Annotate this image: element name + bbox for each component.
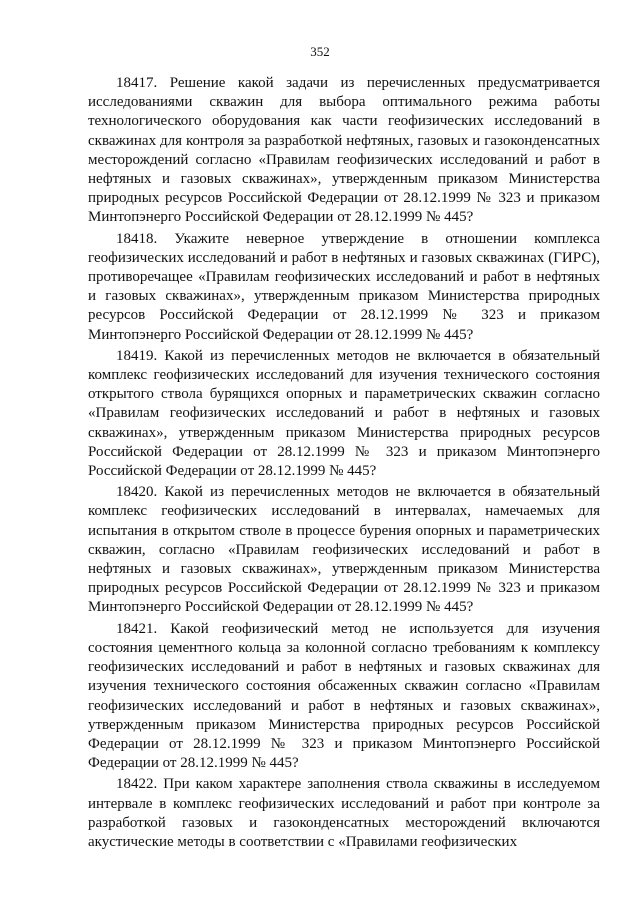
question-18418: 18418. Укажите неверное утверждение в отношении комплекса геофизических исследований и работ в нефтяных и газовых скважинах (ГИРС), противоречащее «Правилам геофизических исследований и работ в нефтяных и газовых скважинах», утвержденным приказом Министерства природных ресурсов Российской Федерации от 28.12.1999 № 323 и приказом Минтопэнерго Российской Федерации от 28.12.1999 № 445? <box>88 230 600 343</box>
document-body <box>88 74 600 854</box>
page-number: 352 <box>310 44 330 59</box>
question-18420: 18420. Какой из перечисленных методов не включается в обязательный комплекс геофизических исследований в интервалах, намечаемых для испытания в открытом стволе в процессе бурения опорных и параметрических скважин, согласно «Правилам геофизических исследований и работ в нефтяных и газовых скважинах», утвержденным приказом Министерства природных ресурсов Российской Федерации от 28.12.1999 № 323 и приказом Минтопэнерго Российской Федерации от 28.12.1999 № 445? <box>88 484 600 616</box>
question-18417: 18417. Решение какой задачи из перечисленных предусматривается исследованиями скважин для выбора оптимального режима работы технологического оборудования как части геофизических исследований в скважинах для контроля за разработкой нефтяных, газовых и газоконденсатных месторождений согласно «Правилам геофизических исследований и работ в нефтяных и газовых скважинах», утвержденным приказом Министерства природных ресурсов Российской Федерации от 28.12.1999 № 323 и приказом Минтопэнерго Российской Федерации от 28.12.1999 № 445? <box>88 75 600 226</box>
question-18419: 18419. Какой из перечисленных методов не включается в обязательный комплекс геофизических исследований для изучения технического состояния открытого ствола бурящихся опорных и параметрических скважин согласно «Правилам геофизических исследований и работ в нефтяных и газовых скважинах», утвержденным приказом Министерства природных ресурсов Российской Федерации от 28.12.1999 № 323 и приказом Минтопэнерго Российской Федерации от 28.12.1999 № 445? <box>88 347 600 480</box>
question-18421: 18421. Какой геофизический метод не используется для изучения состояния цементного кольца за колонной согласно требованиям к комплексу геофизических исследований и работ в нефтяных и газовых скважинах для изучения технического состояния обсаженных скважин согласно «Правилам геофизических исследований и работ в нефтяных и газовых скважинах», утвержденным приказом Министерства природных ресурсов Российской Федерации от 28.12.1999 № 323 и приказом Минтопэнерго Российской Федерации от 28.12.1999 № 445? <box>88 620 600 772</box>
question-18422: 18422. При каком характере заполнения ствола скважины в исследуемом интервале в комплекс геофизических исследований и работ при контроле за разработкой газовых и газоконденсатных месторождений включаются акустические методы в соответствии с «Правилами геофизических <box>88 776 600 850</box>
